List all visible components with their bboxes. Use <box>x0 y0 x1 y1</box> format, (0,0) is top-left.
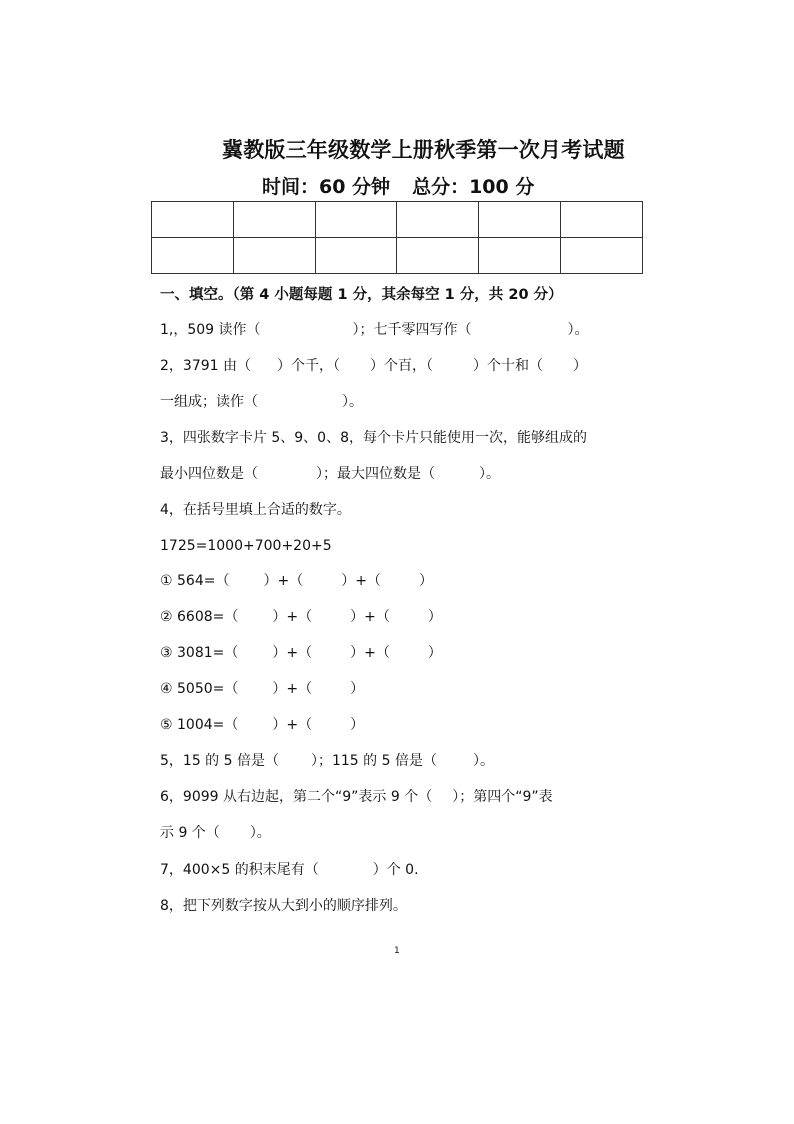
item-end: ） <box>350 717 365 733</box>
question-7 <box>160 860 419 880</box>
question-4-example: 1725=1000+700+20+5 <box>160 538 332 554</box>
q1-text-c: ）。 <box>567 322 589 338</box>
score-table-row <box>152 238 643 274</box>
question-4-item <box>160 679 364 699</box>
item-plus: ）+（ <box>350 609 390 625</box>
score-cell <box>397 202 479 238</box>
q6-text-c: 示 9 个（ <box>160 825 220 841</box>
question-5 <box>160 751 494 771</box>
item-number: ② <box>160 609 173 625</box>
item-end: ） <box>350 681 365 697</box>
q7-text-a: 7，400×5 的积末尾有（ <box>160 862 319 878</box>
score-cell <box>479 202 561 238</box>
item-plus: ）+（ <box>341 573 381 589</box>
item-number: ⑤ <box>160 717 173 733</box>
question-4: 4，在括号里填上合适的数字。 <box>160 502 351 518</box>
item-number: ① <box>160 573 173 589</box>
item-expr: 1004=（ <box>177 717 239 733</box>
q1-text-a: 1,，509 读作（ <box>160 322 261 338</box>
q1-text-b: ）；七千零四写作（ <box>352 322 472 338</box>
score-cell <box>479 238 561 274</box>
q3-text-c: ）。 <box>479 466 500 482</box>
question-4-item <box>160 571 433 591</box>
q5-text-a: 5，15 的 5 倍是（ <box>160 753 279 769</box>
score-cell <box>315 238 397 274</box>
item-end: ） <box>427 609 442 625</box>
question-6 <box>160 787 553 807</box>
question-4-item <box>160 643 442 663</box>
exam-title: 冀教版三年级数学上册秋季第一次月考试题 <box>222 138 625 162</box>
q2-text-c: ）个百，（ <box>370 358 433 374</box>
item-end: ） <box>427 645 442 661</box>
q2-text-b: ）个千，（ <box>277 358 340 374</box>
question-6-cont <box>160 823 271 843</box>
question-3: 3，四张数字卡片 5、9、0、8，每个卡片只能使用一次，能够组成的 <box>160 430 587 446</box>
page-number: 1 <box>394 946 400 956</box>
q2-text-f: 一组成；读作（ <box>160 394 258 410</box>
item-plus: ）+（ <box>263 573 304 589</box>
q2-text-a: 2，3791 由（ <box>160 358 251 374</box>
exam-subtitle <box>262 172 534 199</box>
total-score: 总分：100 分 <box>412 176 535 198</box>
question-2-cont <box>160 392 363 412</box>
item-number: ③ <box>160 645 173 661</box>
item-expr: 564=（ <box>177 573 230 589</box>
item-plus: ）+（ <box>272 681 313 697</box>
score-cell <box>152 202 234 238</box>
item-expr: 6608=（ <box>177 609 239 625</box>
score-cell <box>561 202 643 238</box>
question-1 <box>160 320 589 340</box>
q6-text-a: 6，9099 从右边起，第二个“9”表示 9 个（ <box>160 789 433 805</box>
q7-text-b: ）个 0. <box>372 862 419 878</box>
q2-text-e: ） <box>573 358 587 374</box>
item-expr: 3081=（ <box>177 645 239 661</box>
question-8: 8，把下列数字按从大到小的顺序排列。 <box>160 898 407 914</box>
score-cell <box>397 238 479 274</box>
score-cell <box>233 202 315 238</box>
score-cell <box>152 238 234 274</box>
q3-text-b: ）；最大四位数是（ <box>316 466 435 482</box>
item-end: ） <box>418 573 433 589</box>
score-cell <box>233 238 315 274</box>
item-number: ④ <box>160 681 173 697</box>
time-limit: 时间：60 分钟 <box>262 176 391 198</box>
item-plus: ）+（ <box>350 645 390 661</box>
question-4-item <box>160 715 364 735</box>
question-3-cont <box>160 464 500 484</box>
q2-text-d: ）个十和（ <box>473 358 543 374</box>
item-expr: 5050=（ <box>177 681 239 697</box>
score-cell <box>315 202 397 238</box>
item-plus: ）+（ <box>272 609 313 625</box>
score-table-row <box>152 202 643 238</box>
q6-text-d: ）。 <box>249 825 271 841</box>
q6-text-b: ）；第四个“9”表 <box>452 789 553 805</box>
q2-text-g: ）。 <box>342 394 363 410</box>
question-4-item <box>160 607 442 627</box>
question-2 <box>160 356 587 376</box>
q5-text-b: ）；115 的 5 倍是（ <box>310 753 437 769</box>
section1-heading: 一、填空。（第 4 小题每题 1 分，其余每空 1 分，共 20 分） <box>160 287 563 303</box>
item-plus: ）+（ <box>272 645 313 661</box>
item-plus: ）+（ <box>272 717 313 733</box>
q3-text-a: 最小四位数是（ <box>160 466 258 482</box>
score-table <box>151 201 643 274</box>
q5-text-c: ）。 <box>472 753 494 769</box>
score-cell <box>561 238 643 274</box>
